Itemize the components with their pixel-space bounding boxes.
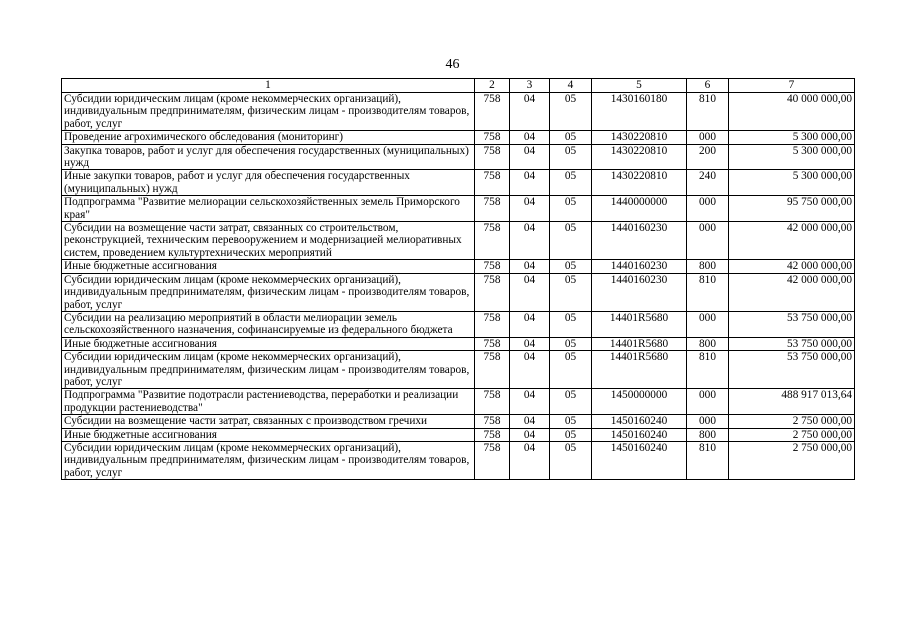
section-cell: 04 [510, 196, 550, 222]
subsection-cell: 05 [550, 170, 592, 196]
target-article-cell: 1430220810 [592, 170, 687, 196]
table-row [62, 415, 855, 428]
code-cell: 758 [475, 415, 510, 428]
column-header: 5 [592, 79, 687, 93]
target-article-cell: 1450160240 [592, 441, 687, 479]
code-cell: 758 [475, 273, 510, 311]
section-cell: 04 [510, 260, 550, 273]
amount-cell: 42 000 000,00 [729, 222, 855, 260]
target-article-cell: 1430220810 [592, 144, 687, 170]
subsection-cell: 05 [550, 222, 592, 260]
subsection-cell: 05 [550, 93, 592, 131]
section-cell: 04 [510, 131, 550, 144]
expense-type-cell: 000 [687, 389, 729, 415]
amount-cell: 42 000 000,00 [729, 273, 855, 311]
target-article-cell: 1440160230 [592, 273, 687, 311]
code-cell: 758 [475, 93, 510, 131]
amount-cell: 53 750 000,00 [729, 337, 855, 350]
code-cell: 758 [475, 260, 510, 273]
table-row [62, 260, 855, 273]
target-article-cell: 14401R5680 [592, 351, 687, 389]
amount-cell: 42 000 000,00 [729, 260, 855, 273]
table-row [62, 196, 855, 222]
row-name-cell: Субсидии юридическим лицам (кроме некоммерческих организаций), индивидуальным предпринимателям, физическим лицам - производителям товаров, работ, услуг [62, 93, 475, 131]
subsection-cell: 05 [550, 389, 592, 415]
column-header: 6 [687, 79, 729, 93]
table-row [62, 441, 855, 479]
expense-type-cell: 800 [687, 337, 729, 350]
subsection-cell: 05 [550, 131, 592, 144]
expense-type-cell: 240 [687, 170, 729, 196]
table-row [62, 222, 855, 260]
code-cell: 758 [475, 441, 510, 479]
row-name-cell: Субсидии юридическим лицам (кроме некоммерческих организаций), индивидуальным предпринимателям, физическим лицам - производителям товаров, работ, услуг [62, 441, 475, 479]
section-cell: 04 [510, 415, 550, 428]
table-row [62, 311, 855, 337]
code-cell: 758 [475, 222, 510, 260]
row-name-cell: Субсидии юридическим лицам (кроме некоммерческих организаций), индивидуальным предпринимателям, физическим лицам - производителям товаров, работ, услуг [62, 351, 475, 389]
code-cell: 758 [475, 170, 510, 196]
table-row [62, 131, 855, 144]
amount-cell: 5 300 000,00 [729, 144, 855, 170]
row-name-cell: Субсидии на реализацию мероприятий в области мелиорации земель сельскохозяйственного назначения, софинансируемые из федерального бюджета [62, 311, 475, 337]
subsection-cell: 05 [550, 311, 592, 337]
target-article-cell: 14401R5680 [592, 337, 687, 350]
amount-cell: 2 750 000,00 [729, 428, 855, 441]
row-name-cell: Проведение агрохимического обследования (мониторинг) [62, 131, 475, 144]
section-cell: 04 [510, 389, 550, 415]
code-cell: 758 [475, 131, 510, 144]
subsection-cell: 05 [550, 415, 592, 428]
column-header: 1 [62, 79, 475, 93]
row-name-cell: Субсидии юридическим лицам (кроме некоммерческих организаций), индивидуальным предпринимателям, физическим лицам - производителям товаров, работ, услуг [62, 273, 475, 311]
subsection-cell: 05 [550, 260, 592, 273]
section-cell: 04 [510, 93, 550, 131]
page-number: 46 [445, 57, 460, 72]
expense-type-cell: 810 [687, 441, 729, 479]
expense-type-cell: 810 [687, 351, 729, 389]
subsection-cell: 05 [550, 337, 592, 350]
amount-cell: 5 300 000,00 [729, 131, 855, 144]
expense-type-cell: 000 [687, 222, 729, 260]
amount-cell: 40 000 000,00 [729, 93, 855, 131]
expense-type-cell: 000 [687, 131, 729, 144]
target-article-cell: 14401R5680 [592, 311, 687, 337]
expense-type-cell: 810 [687, 93, 729, 131]
section-cell: 04 [510, 337, 550, 350]
target-article-cell: 1450160240 [592, 415, 687, 428]
row-name-cell: Субсидии на возмещение части затрат, связанных со строительством, реконструкцией, техническим перевооружением и модернизацией мелиоративных систем, проведением культуртехнических мероприятий [62, 222, 475, 260]
subsection-cell: 05 [550, 351, 592, 389]
subsection-cell: 05 [550, 273, 592, 311]
target-article-cell: 1430220810 [592, 131, 687, 144]
code-cell: 758 [475, 428, 510, 441]
row-name-cell: Закупка товаров, работ и услуг для обеспечения государственных (муниципальных) нужд [62, 144, 475, 170]
table-row [62, 428, 855, 441]
section-cell: 04 [510, 144, 550, 170]
expense-type-cell: 000 [687, 196, 729, 222]
expense-type-cell: 000 [687, 415, 729, 428]
row-name-cell: Иные бюджетные ассигнования [62, 260, 475, 273]
target-article-cell: 1440160230 [592, 260, 687, 273]
column-header: 7 [729, 79, 855, 93]
subsection-cell: 05 [550, 441, 592, 479]
column-header: 2 [475, 79, 510, 93]
column-header: 4 [550, 79, 592, 93]
code-cell: 758 [475, 351, 510, 389]
target-article-cell: 1450000000 [592, 389, 687, 415]
table-row [62, 170, 855, 196]
column-header: 3 [510, 79, 550, 93]
amount-cell: 5 300 000,00 [729, 170, 855, 196]
section-cell: 04 [510, 311, 550, 337]
expense-type-cell: 200 [687, 144, 729, 170]
amount-cell: 2 750 000,00 [729, 415, 855, 428]
subsection-cell: 05 [550, 428, 592, 441]
table-row [62, 337, 855, 350]
target-article-cell: 1450160240 [592, 428, 687, 441]
amount-cell: 53 750 000,00 [729, 311, 855, 337]
amount-cell: 95 750 000,00 [729, 196, 855, 222]
subsection-cell: 05 [550, 196, 592, 222]
table-row [62, 273, 855, 311]
code-cell: 758 [475, 144, 510, 170]
table-header-row [62, 79, 855, 93]
section-cell: 04 [510, 170, 550, 196]
row-name-cell: Подпрограмма "Развитие мелиорации сельскохозяйственных земель Приморского края" [62, 196, 475, 222]
section-cell: 04 [510, 428, 550, 441]
code-cell: 758 [475, 389, 510, 415]
row-name-cell: Иные закупки товаров, работ и услуг для обеспечения государственных (муниципальных) нужд [62, 170, 475, 196]
amount-cell: 2 750 000,00 [729, 441, 855, 479]
expense-type-cell: 810 [687, 273, 729, 311]
expense-type-cell: 000 [687, 311, 729, 337]
section-cell: 04 [510, 273, 550, 311]
code-cell: 758 [475, 337, 510, 350]
amount-cell: 488 917 013,64 [729, 389, 855, 415]
target-article-cell: 1430160180 [592, 93, 687, 131]
row-name-cell: Иные бюджетные ассигнования [62, 428, 475, 441]
row-name-cell: Субсидии на возмещение части затрат, связанных с производством гречихи [62, 415, 475, 428]
table-row [62, 144, 855, 170]
row-name-cell: Иные бюджетные ассигнования [62, 337, 475, 350]
budget-table [61, 78, 855, 480]
code-cell: 758 [475, 311, 510, 337]
expense-type-cell: 800 [687, 260, 729, 273]
section-cell: 04 [510, 351, 550, 389]
target-article-cell: 1440160230 [592, 222, 687, 260]
amount-cell: 53 750 000,00 [729, 351, 855, 389]
section-cell: 04 [510, 441, 550, 479]
table-row [62, 389, 855, 415]
row-name-cell: Подпрограмма "Развитие подотрасли растениеводства, переработки и реализации продукции растениеводства" [62, 389, 475, 415]
subsection-cell: 05 [550, 144, 592, 170]
section-cell: 04 [510, 222, 550, 260]
table-row [62, 351, 855, 389]
table-row [62, 93, 855, 131]
code-cell: 758 [475, 196, 510, 222]
target-article-cell: 1440000000 [592, 196, 687, 222]
expense-type-cell: 800 [687, 428, 729, 441]
